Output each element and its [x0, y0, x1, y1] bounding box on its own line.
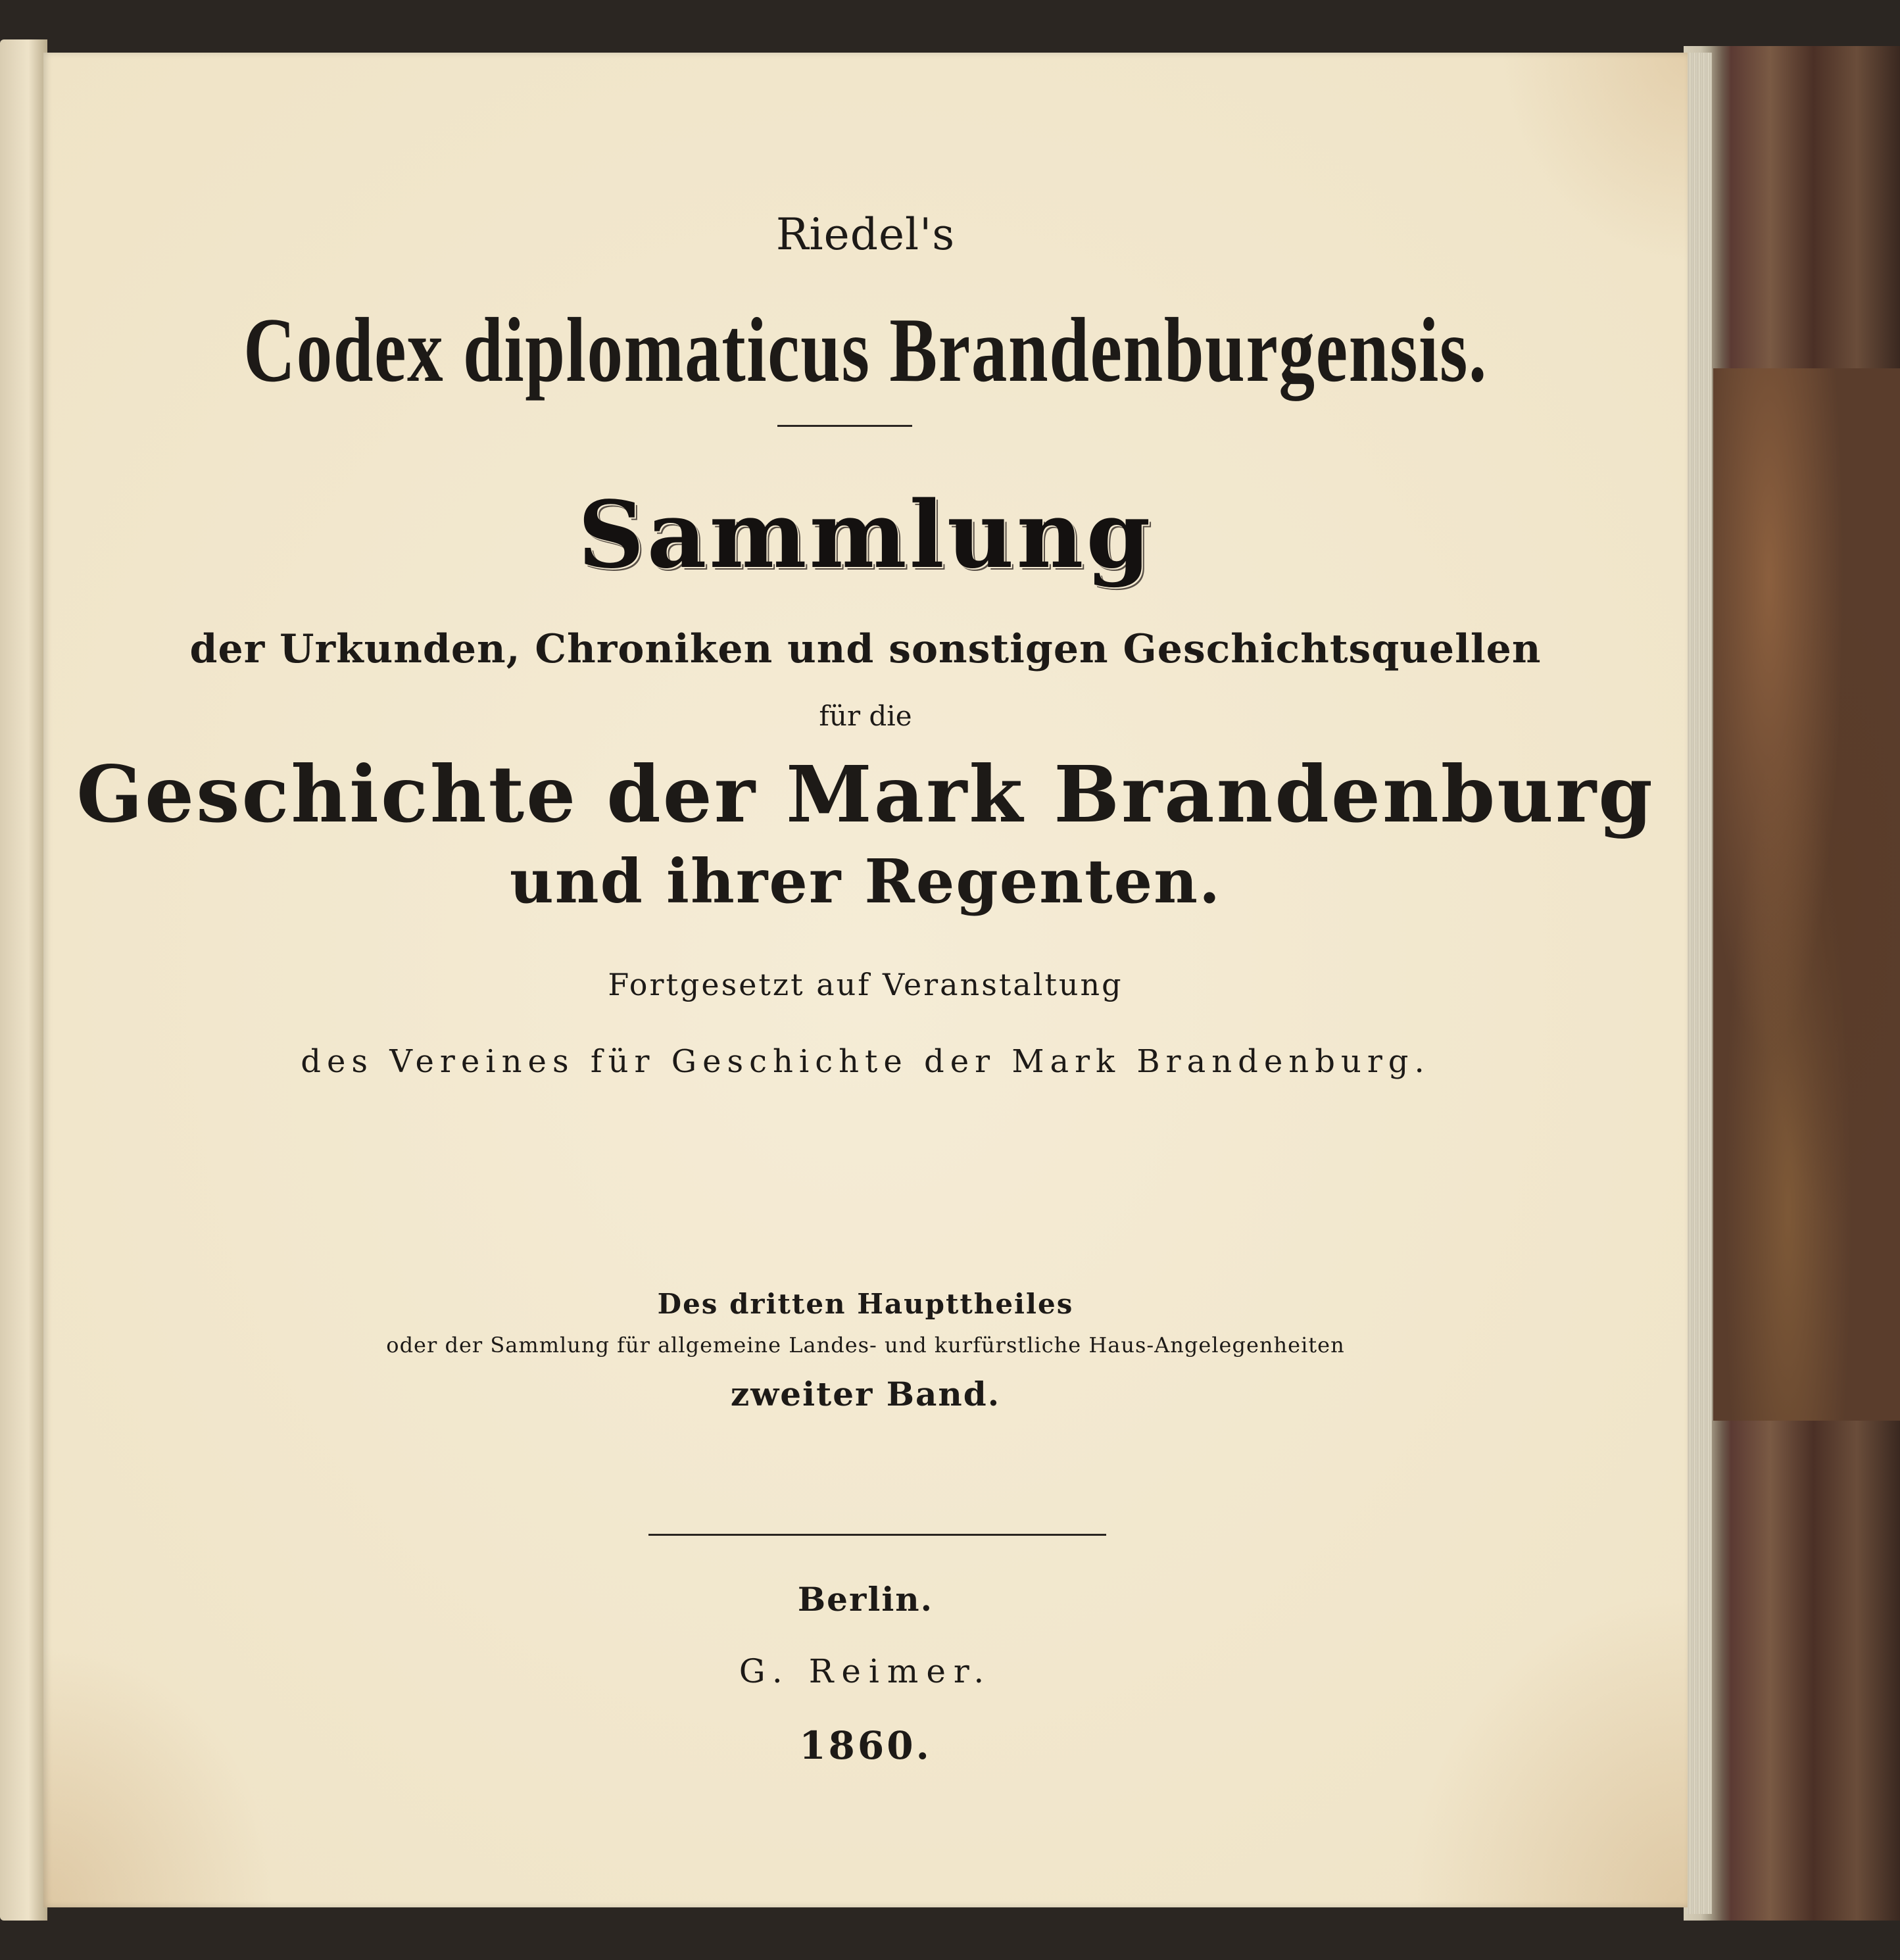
page-edges: [1687, 53, 1712, 1914]
society-name: des Vereines für Geschichte der Mark Brandenburg.: [301, 1043, 1430, 1080]
main-title: Codex diplomaticus Brandenburgensis.: [243, 299, 1488, 401]
divider-rule-bottom: [648, 1534, 1106, 1536]
marbled-cover: [1713, 368, 1900, 1421]
divider-rule-top: [777, 425, 912, 427]
history-title-continued: und ihrer Regenten.: [509, 846, 1222, 917]
left-page-edge: [0, 39, 47, 1921]
publisher-name: G. Reimer.: [739, 1652, 992, 1690]
author-name: Riedel's: [775, 209, 956, 260]
connector-text: für die: [819, 700, 912, 732]
continuation-note: Fortgesetzt auf Veranstaltung: [608, 967, 1123, 1002]
volume-label: zweiter Band.: [730, 1375, 1001, 1413]
publication-place: Berlin.: [797, 1580, 934, 1619]
publication-year: 1860.: [799, 1723, 932, 1768]
part-label: Des dritten Haupttheiles: [657, 1288, 1074, 1320]
history-title: Geschichte der Mark Brandenburg: [76, 748, 1655, 840]
part-description: oder der Sammlung für allgemeine Landes- und kurfürstliche Haus-Angelegenheiten: [386, 1333, 1345, 1358]
collection-subtitle: der Urkunden, Chroniken und sonstigen Geschichtsquellen: [189, 626, 1542, 672]
collection-heading: Sammlung: [577, 481, 1154, 589]
title-page: [43, 53, 1688, 1907]
